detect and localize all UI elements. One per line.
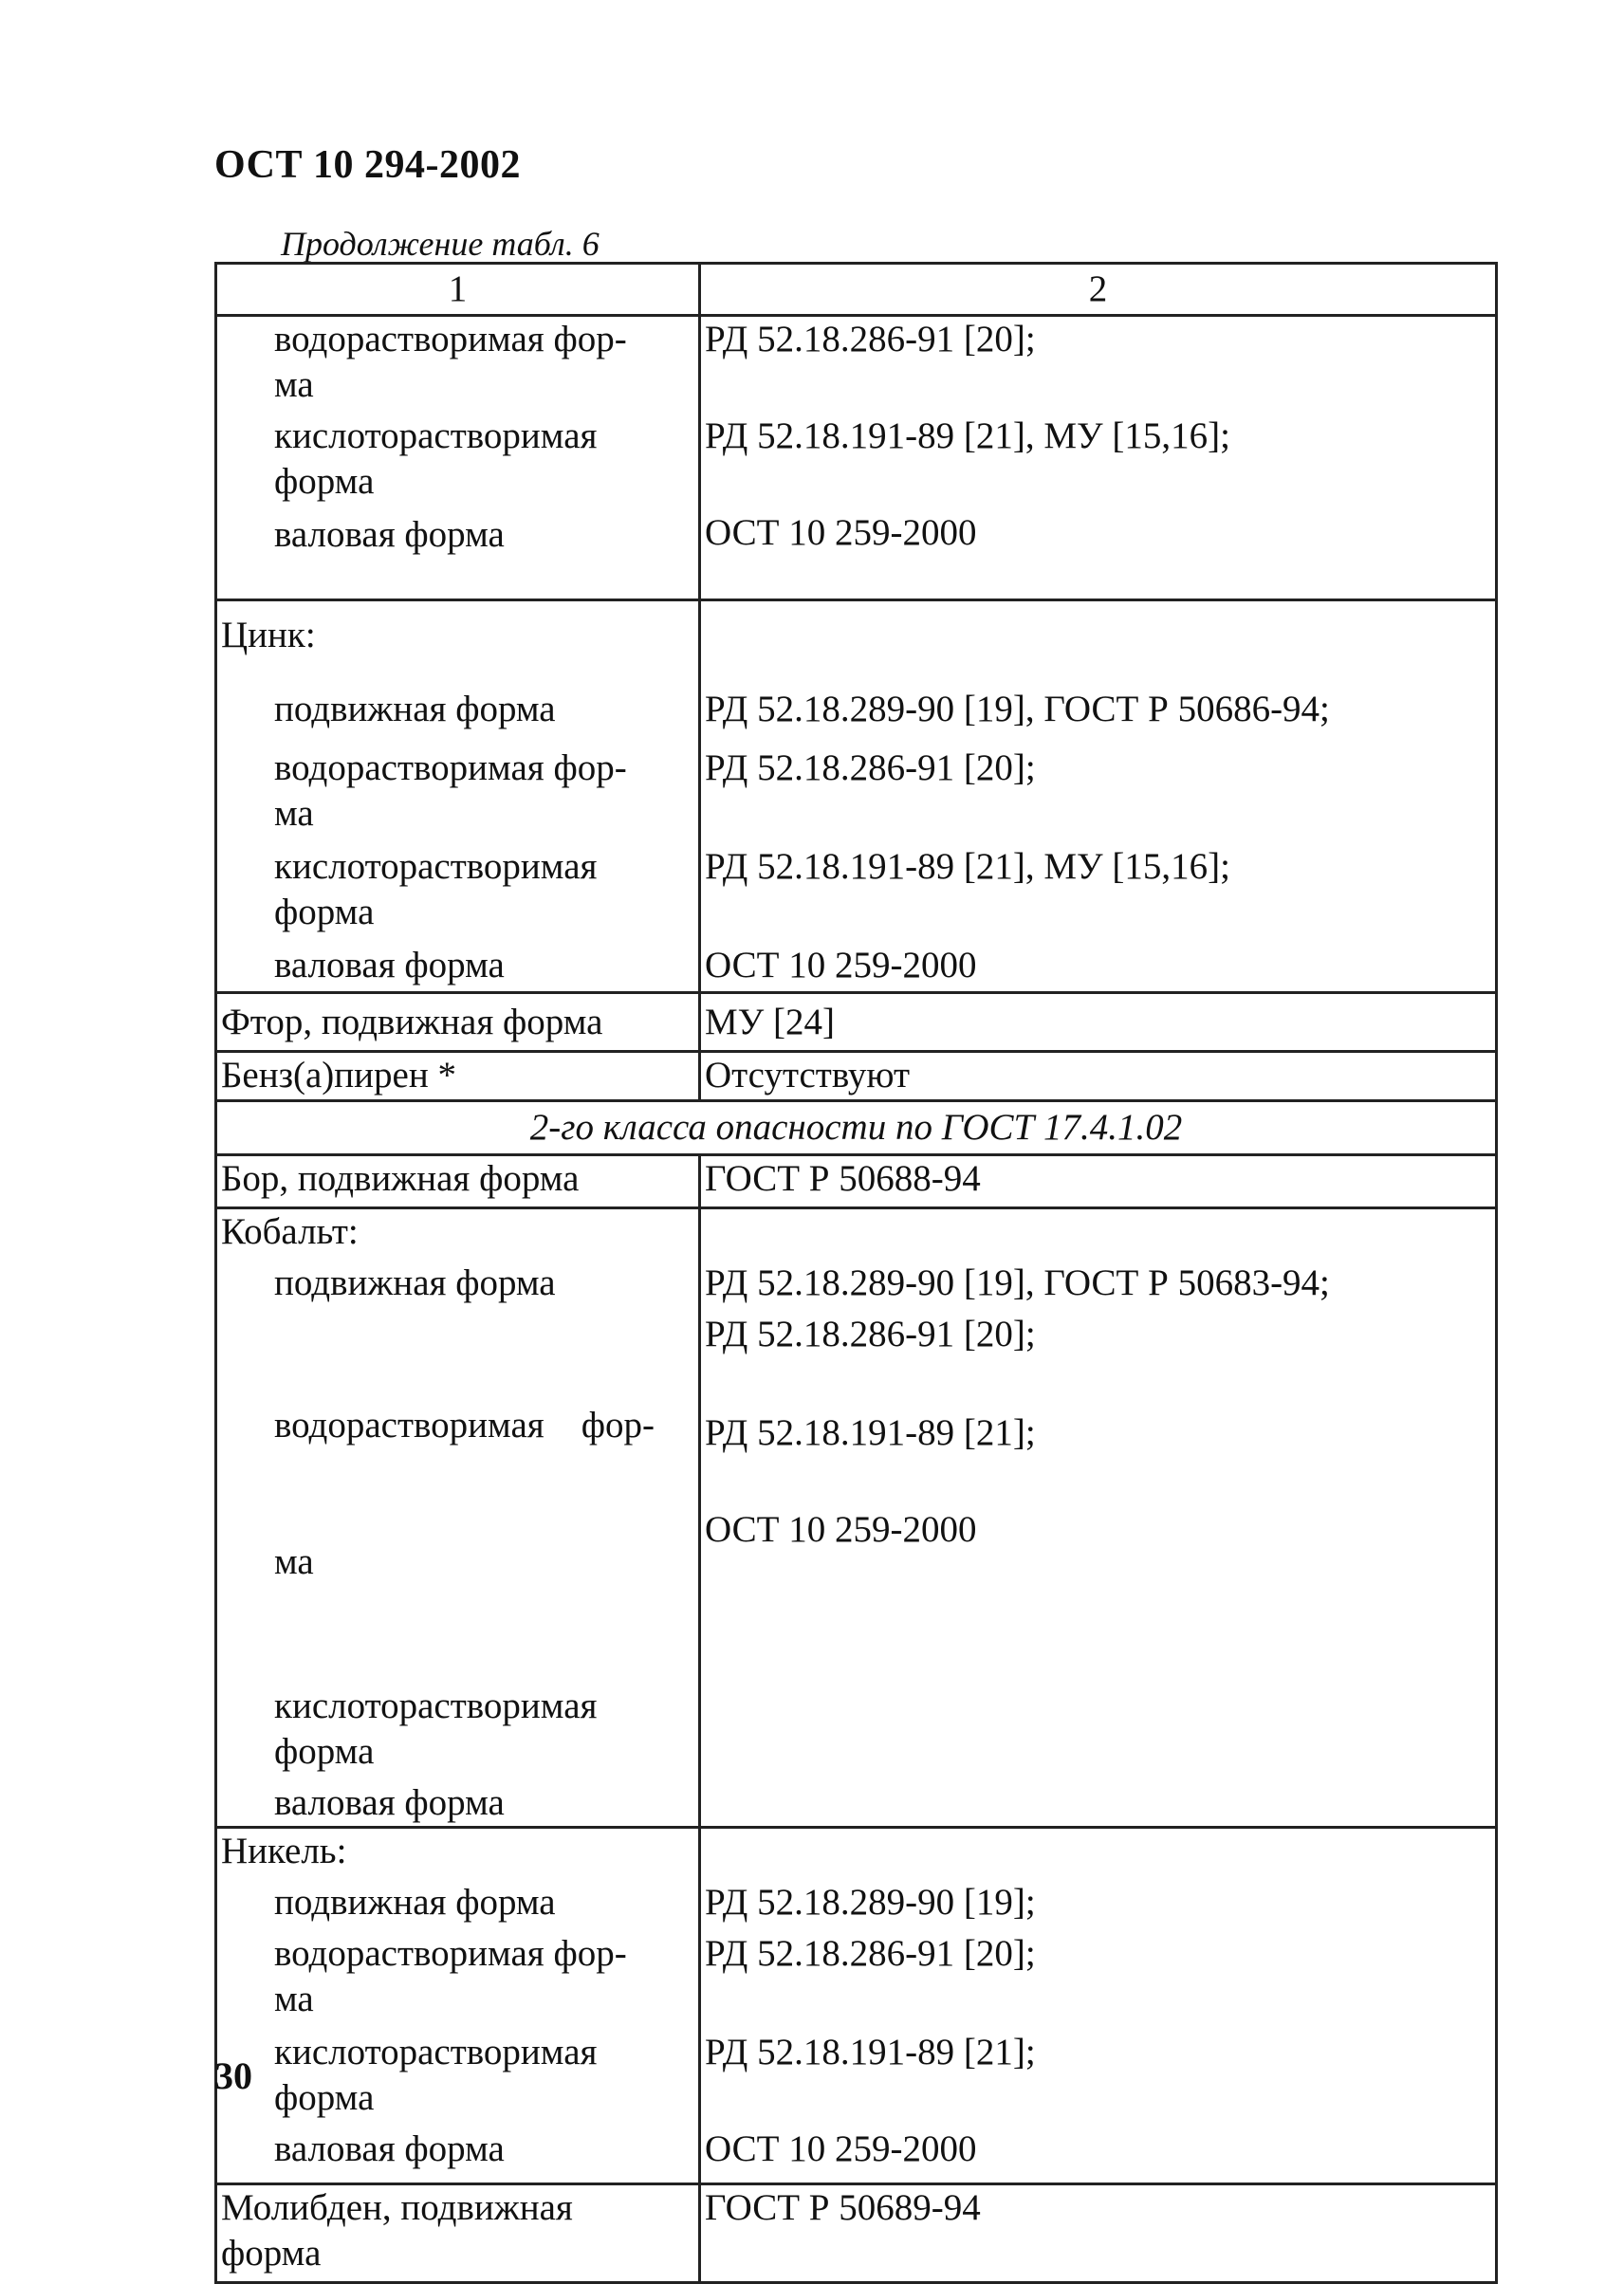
subitem-gross: валовая форма <box>274 1782 505 1823</box>
table-row <box>216 1101 1497 1155</box>
subitem-acid-soluble: кислоторастворимая форма <box>274 415 598 502</box>
subitem-gross: валовая форма <box>274 2128 505 2169</box>
table-row <box>216 1052 1497 1101</box>
element-name-molybdenum-cont: форма <box>221 2233 322 2274</box>
subitem-mobile: подвижная форма <box>274 689 556 729</box>
table-row <box>216 600 1497 993</box>
table-row <box>216 1155 1497 1208</box>
column-header-2: 2 <box>700 264 1497 316</box>
indicator-cell <box>216 2184 700 2283</box>
subitem-acid-soluble: кислоторастворимая форма <box>274 846 598 932</box>
method-text: ОСТ 10 259-2000 <box>705 945 977 985</box>
subitem-water-soluble: водорастворимая фор- ма <box>274 319 627 405</box>
indicator-cell <box>216 1208 700 1828</box>
method-text: РД 52.18.289-90 [19]; <box>705 1882 1036 1923</box>
element-name-boron: Бор, подвижная форма <box>216 1155 700 1208</box>
method-text: ГОСТ Р 50688-94 <box>700 1155 1497 1208</box>
hazard-class-heading: 2-го класса опасности по ГОСТ 17.4.1.02 <box>216 1101 1497 1155</box>
subitem-mobile: подвижная форма <box>274 1262 556 1303</box>
method-cell <box>700 1208 1497 1828</box>
method-cell <box>700 600 1497 993</box>
method-text: РД 52.18.289-90 [19], ГОСТ Р 50686-94; <box>705 689 1330 729</box>
method-cell <box>700 316 1497 600</box>
element-name-cobalt: Кобальт: <box>221 1211 359 1252</box>
method-text: РД 52.18.286-91 [20]; <box>705 319 1036 359</box>
method-text: РД 52.18.286-91 [20]; <box>705 1314 1036 1354</box>
table-row <box>216 1208 1497 1828</box>
indicator-cell <box>216 316 700 600</box>
table-row <box>216 1828 1497 2184</box>
element-name-molybdenum: Молибден, подвижная <box>221 2187 573 2228</box>
subitem-gross: валовая форма <box>274 945 505 985</box>
method-text: РД 52.18.191-89 [21]; <box>705 2032 1036 2072</box>
table-header-row <box>216 264 1497 316</box>
method-text: ОСТ 10 259-2000 <box>705 1509 977 1550</box>
table-row <box>216 2184 1497 2283</box>
method-text: РД 52.18.191-89 [21], МУ [15,16]; <box>705 846 1230 887</box>
subitem-water-soluble: водорастворимая фор- ма <box>274 1405 655 1582</box>
method-text: РД 52.18.286-91 [20]; <box>705 1933 1036 1974</box>
subitem-water-soluble: водорастворимая фор- ма <box>274 747 627 834</box>
element-name-fluorine: Фтор, подвижная форма <box>216 993 700 1052</box>
methods-table <box>214 262 1498 2284</box>
method-text: РД 52.18.289-90 [19], ГОСТ Р 50683-94; <box>705 1262 1330 1303</box>
method-text: Отсутствуют <box>700 1052 1497 1101</box>
method-text: РД 52.18.286-91 [20]; <box>705 747 1036 788</box>
table-row <box>216 316 1497 600</box>
subitem-water-soluble: водорастворимая фор- ма <box>274 1933 627 2019</box>
table-row <box>216 993 1497 1052</box>
subitem-acid-soluble: кислоторастворимая форма <box>274 1685 598 1772</box>
element-name-zinc: Цинк: <box>221 615 316 655</box>
method-text: РД 52.18.191-89 [21]; <box>705 1412 1036 1453</box>
method-text: ОСТ 10 259-2000 <box>705 512 977 553</box>
method-cell <box>700 1828 1497 2184</box>
method-text: МУ [24] <box>700 993 1497 1052</box>
table-caption: Продолжение табл. 6 <box>281 225 600 263</box>
method-text: ГОСТ Р 50689-94 <box>700 2184 1497 2283</box>
method-text: ОСТ 10 259-2000 <box>705 2128 977 2169</box>
element-name-benzapyrene: Бенз(а)пирен * <box>216 1052 700 1101</box>
subitem-mobile: подвижная форма <box>274 1882 556 1923</box>
document-code: ОСТ 10 294-2002 <box>214 143 522 187</box>
subitem-gross: валовая форма <box>274 514 505 555</box>
subitem-acid-soluble: кислоторастворимая форма <box>274 2032 598 2118</box>
page-number: 30 <box>214 2054 252 2097</box>
indicator-cell <box>216 600 700 993</box>
method-text: РД 52.18.191-89 [21], МУ [15,16]; <box>705 415 1230 456</box>
column-header-1: 1 <box>216 264 700 316</box>
indicator-cell <box>216 1828 700 2184</box>
element-name-nickel: Никель: <box>221 1831 347 1871</box>
